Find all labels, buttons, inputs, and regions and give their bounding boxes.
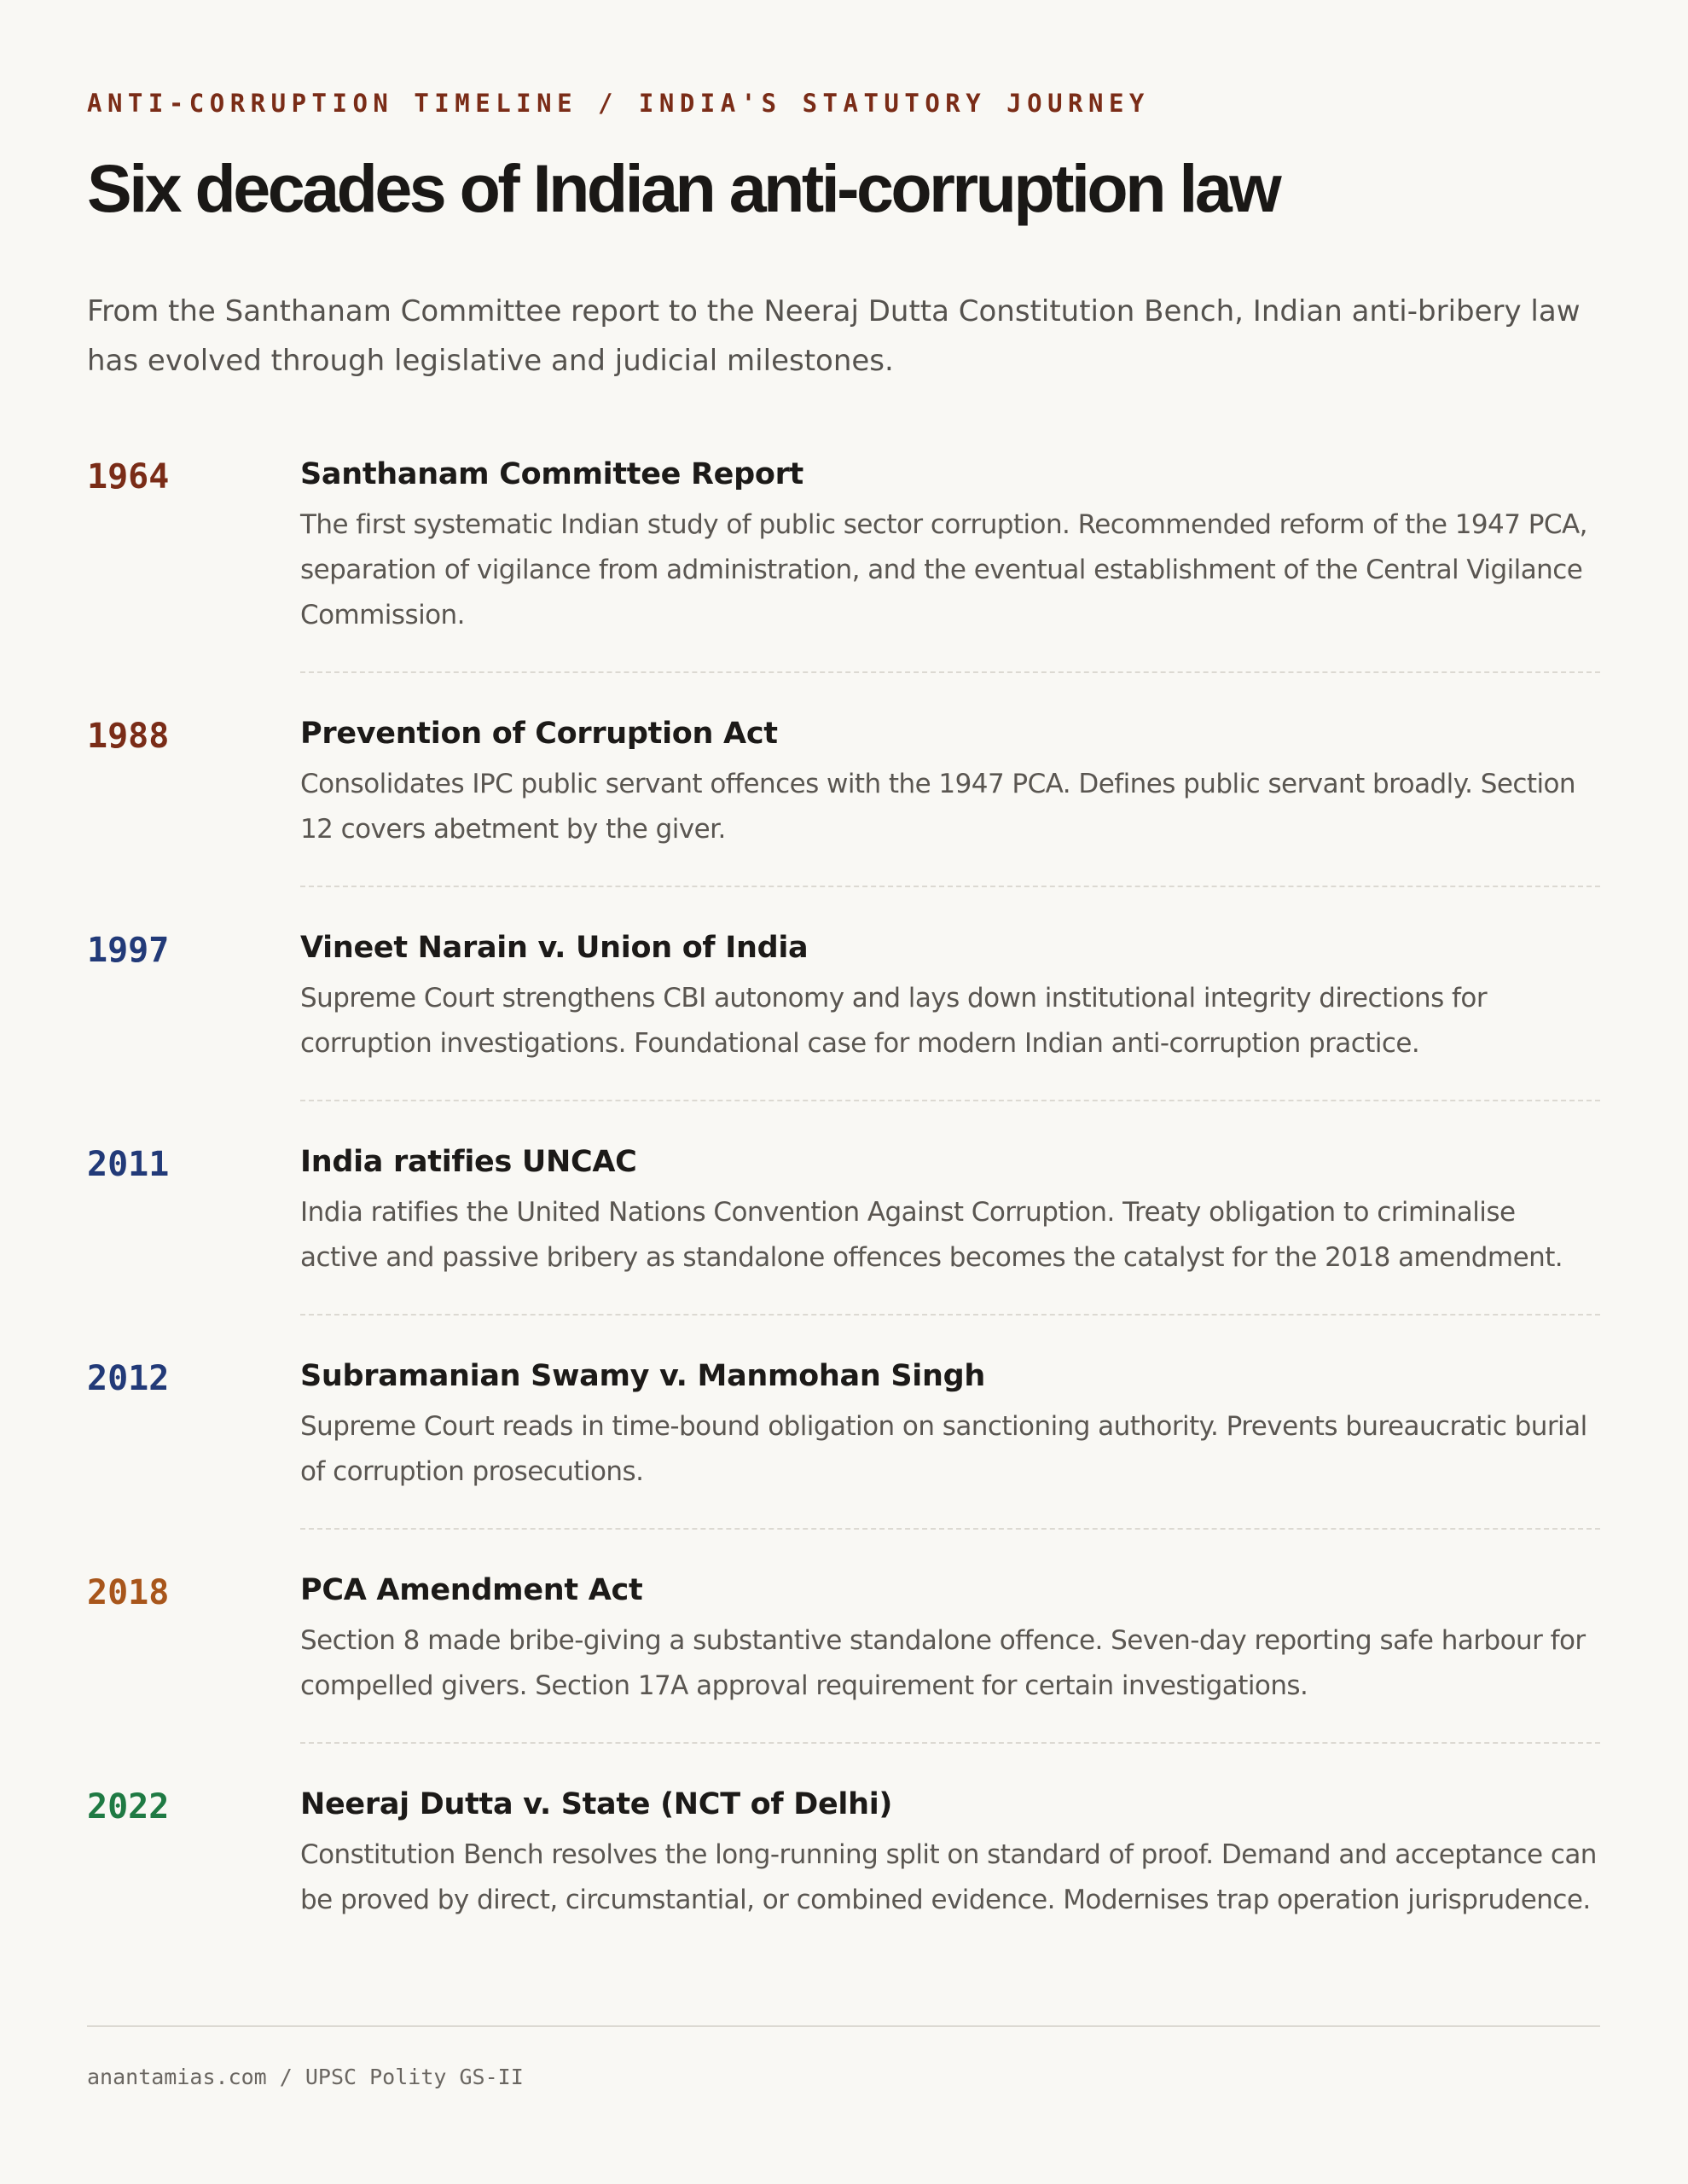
event-body [300,1778,1600,1923]
event-description: Supreme Court strengthens CBI autonomy and lays down institutional integrity directions for corruption investigations. Foundational case for modern Indian anti-corruption practice. [300,983,1488,1059]
event-description: The first systematic Indian study of public sector corruption. Recommended reform of the 1947 PCA, separation of vigilance from administration, and the eventual establishment of the Central Vigilance Commission. [300,509,1587,630]
event-divider [300,1528,1600,1530]
event-divider [300,1314,1600,1316]
event-title: Subramanian Swamy v. Manmohan Singh [300,1359,985,1393]
timeline-event [87,1778,1600,1923]
event-divider [300,1742,1600,1744]
event-title: Santhanam Committee Report [300,457,803,491]
event-title: India ratifies UNCAC [300,1145,637,1179]
event-title: PCA Amendment Act [300,1573,643,1607]
footer-divider [87,2025,1600,2027]
event-description: Supreme Court reads in time-bound obligation on sanctioning authority. Prevents bureaucratic burial of corruption prosecutions. [300,1411,1587,1487]
event-year: 1997 [87,931,170,970]
event-body [300,921,1600,1066]
timeline-event [87,1564,1600,1709]
event-description: Section 8 made bribe-giving a substantive standalone offence. Seven-day reporting safe harbour for compelled givers. Section 17A approval requirement for certain investigations. [300,1625,1586,1701]
intro-paragraph: From the Santhanam Committee report to the Neeraj Dutta Constitution Bench, Indian anti-bribery law has evolved through legislative and judicial milestones. [87,294,1581,378]
event-body [300,1350,1600,1495]
event-title: Neeraj Dutta v. State (NCT of Delhi) [300,1787,893,1821]
event-description: India ratifies the United Nations Convention Against Corruption. Treaty obligation to criminalise active and passive bribery as standalone offences becomes the catalyst for the 2018 amendment. [300,1197,1563,1273]
timeline-event [87,707,1600,852]
event-year: 1988 [87,717,170,756]
event-body [300,1564,1600,1709]
event-year: 2022 [87,1787,170,1827]
event-body [300,1136,1600,1281]
event-description: Consolidates IPC public servant offences with the 1947 PCA. Defines public servant broadly. Section 12 covers abetment by the giver. [300,769,1576,845]
timeline-event [87,1350,1600,1495]
timeline-event [87,448,1600,638]
event-description: Constitution Bench resolves the long-running split on standard of proof. Demand and acceptance can be proved by direct, circumstantial, or combined evidence. Modernises trap operation jurisprudence. [300,1839,1597,1915]
event-body [300,448,1600,638]
page-title: Six decades of Indian anti-corruption law [87,150,1279,226]
footer-credit: anantamias.com / UPSC Polity GS-II [87,2065,524,2089]
timeline [87,448,1600,1923]
event-divider [300,671,1600,673]
event-year: 2012 [87,1359,170,1398]
event-title: Prevention of Corruption Act [300,717,778,751]
kicker-label: ANTI-CORRUPTION TIMELINE / INDIA'S STATUTORY JOURNEY [87,89,1150,118]
event-divider [300,886,1600,887]
event-year: 2018 [87,1573,170,1612]
event-body [300,707,1600,852]
event-divider [300,1100,1600,1101]
event-title: Vineet Narain v. Union of India [300,931,809,965]
event-year: 2011 [87,1145,170,1184]
event-year: 1964 [87,457,170,497]
timeline-event [87,1136,1600,1281]
timeline-event [87,921,1600,1066]
